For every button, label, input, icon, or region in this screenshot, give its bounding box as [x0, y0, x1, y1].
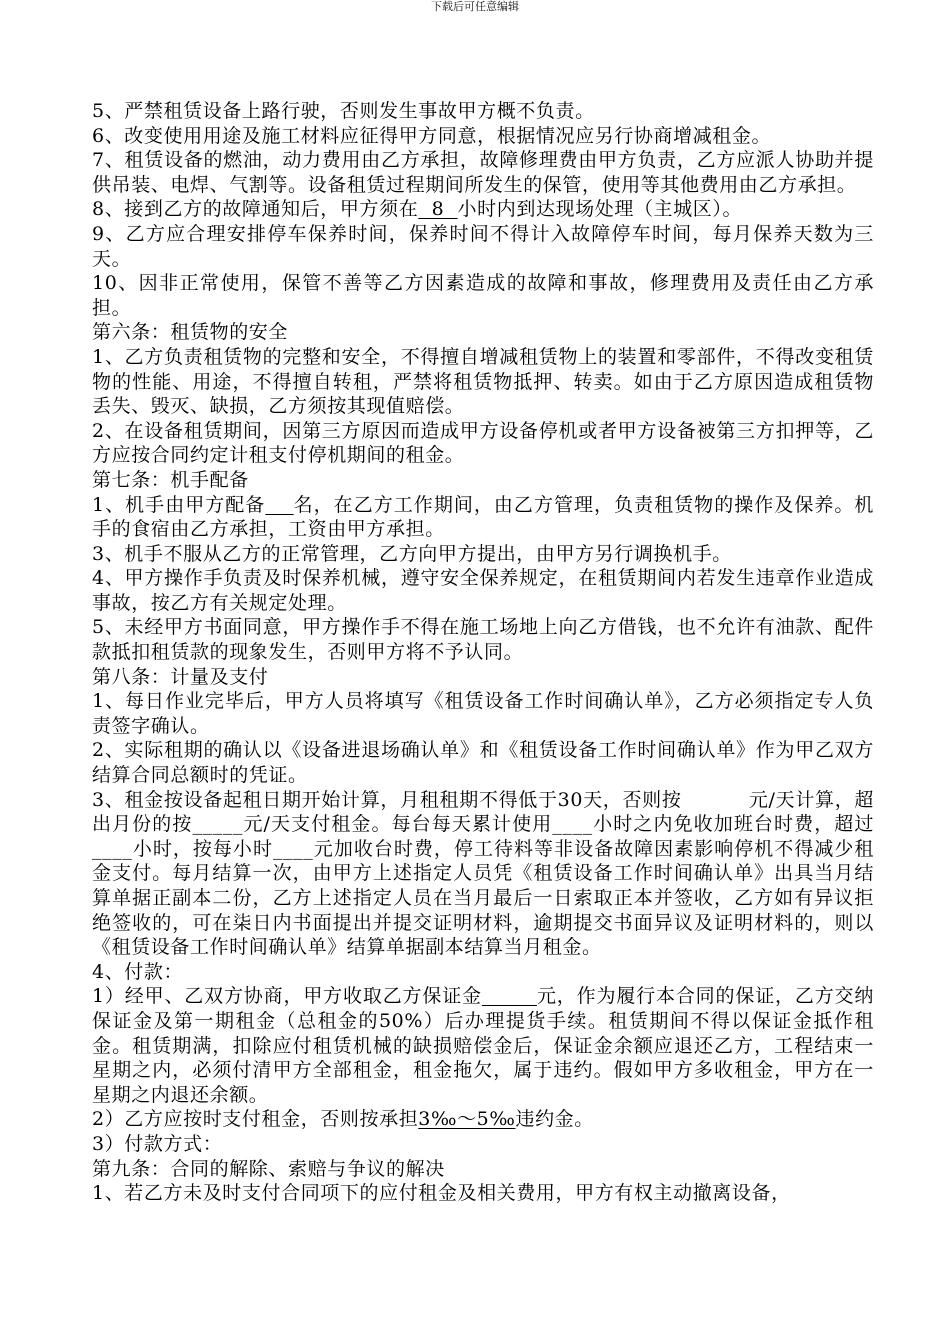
clause-9-maintenance: 9、乙方应合理安排停车保养时间，保养时间不得计入故障停车时间，每月保养天数为三天。: [92, 222, 874, 270]
article-6-clause-2: 2、在设备租赁期间，因第三方原因而造成甲方设备停机或者甲方设备被第三方扣押等，乙方应按合同约定计租支付停机期间的租金。: [92, 419, 874, 467]
article-7-clause-5: 5、未经甲方书面同意，甲方操作手不得在施工场地上向乙方借钱，也不允许有油款、配件款抵扣租赁款的现象发生，否则甲方将不予认同。: [92, 616, 874, 664]
article-6-heading: 第六条：租赁物的安全: [92, 321, 289, 344]
article-8-clause-1: 1、每日作业完毕后，甲方人员将填写《租赁设备工作时间确认单》，乙方必须指定专人负责签字确认。: [92, 690, 874, 737]
payment-item-3: 3）付款方式：: [92, 1132, 223, 1155]
page-header: 下载后可任意编辑: [431, 0, 519, 13]
article-7-clause-4: 4、甲方操作手负责及时保养机械，遵守安全保养规定，在租赁期间内若发生违章作业造成事故，按乙方有关规定处理。: [92, 567, 874, 614]
article-8-heading: 第八条：计量及支付: [92, 665, 269, 688]
clause-10-liability: 10、因非正常使用，保管不善等乙方因素造成的故障和事故，修理费用及责任由乙方承担。: [92, 272, 874, 319]
article-8-clause-3: 3、租金按设备起租日期开始计算，月租租期不得低于30天，否则按 元/天计算，超出月份的按_____元/天支付租金。每台每天累计使用____小时之内免收加班台时费，超过____小时，按每小时____元加收台时费，停工待料等非设备故障因素影响停机不得减少租金支付。每月结算一次，由甲方上述指定人员凭《租赁设备工作时间确认单》出具当月结算单据正副本二份，乙方上述指定人员在当月最后一日索取正本并签收，乙方如有异议拒绝签收的，可在柒日内书面提出并提交证明材料，逾期提交书面异议及证明材料的，则以《租赁设备工作时间确认单》结算单据副本结算当月租金。: [92, 788, 874, 959]
deposit-amount-field: [482, 985, 537, 1007]
penalty-rate: 3‰～5‰: [418, 1108, 516, 1131]
payment-item-2: 2）乙方应按时支付租金，否则按承担3‰～5‰违约金。: [92, 1108, 594, 1131]
clause-5-road-ban: 5、严禁租赁设备上路行驶，否则发生事故甲方概不负责。: [92, 100, 595, 122]
payment-item-1: 1）经甲、乙双方协商，甲方收取乙方保证金 元，作为履行本合同的保证，乙方交纳保证金及第一期租金（总租金的50%）后办理提货手续。租赁期间不得以保证金抵作租金。租赁期满，扣除应付租赁机械的缺损赔偿金后，保证金余额应退还乙方，工程结束一星期之内，必须付清甲方全部租金，租金拖欠，属于违约。假如甲方多收租金，甲方在一星期之内退还余额。: [92, 985, 875, 1106]
article-8-clause-4: 4、付款：: [92, 960, 184, 983]
article-7-clause-1: 1、机手由甲方配备 名，在乙方工作期间，由乙方管理，负责租赁物的操作及保养。机手的食宿由乙方承担，工资由甲方承担。: [92, 493, 874, 541]
article-9-clause-1: 1、若乙方未及时支付合同项下的应付租金及相关费用，甲方有权主动撤离设备，: [92, 1182, 791, 1205]
clause-8-fault-response: 8、接到乙方的故障通知后，甲方须在 8 小时内到达现场处理（主城区）。: [92, 198, 743, 221]
article-9-heading: 第九条：合同的解除、索赔与争议的解决: [92, 1157, 445, 1180]
response-hours-field: 8: [418, 198, 458, 221]
clause-7-fuel-costs: 7、租赁设备的燃油，动力费用由乙方承担，故障修理费由甲方负责，乙方应派人协助并提供吊装、电焊、气割等。设备租赁过程期间所发生的保管，使用等其他费用由乙方承担。: [92, 149, 874, 196]
clause-6-usage-change: 6、改变使用用途及施工材料应征得甲方同意，根据情况应另行协商增减租金。: [92, 124, 772, 147]
article-7-heading: 第七条：机手配备: [92, 468, 249, 491]
article-7-clause-3: 3、机手不服从乙方的正常管理，乙方向甲方提出，由甲方另行调换机手。: [92, 542, 732, 565]
article-8-clause-2: 2、实际租期的确认以《设备进退场确认单》和《租赁设备工作时间确认单》作为甲乙双方结算合同总额时的凭证。: [92, 739, 874, 787]
article-6-clause-1: 1、乙方负责租赁物的完整和安全，不得擅自增减租赁物上的装置和零部件，不得改变租赁物的性能、用途，不得擅自转租，严禁将租赁物抵押、转卖。如由于乙方原因造成租赁物丢失、毁灭、缺损，乙方须按其现值赔偿。: [92, 345, 874, 418]
operator-count-field: [265, 494, 293, 516]
contract-body: [92, 99, 874, 1206]
